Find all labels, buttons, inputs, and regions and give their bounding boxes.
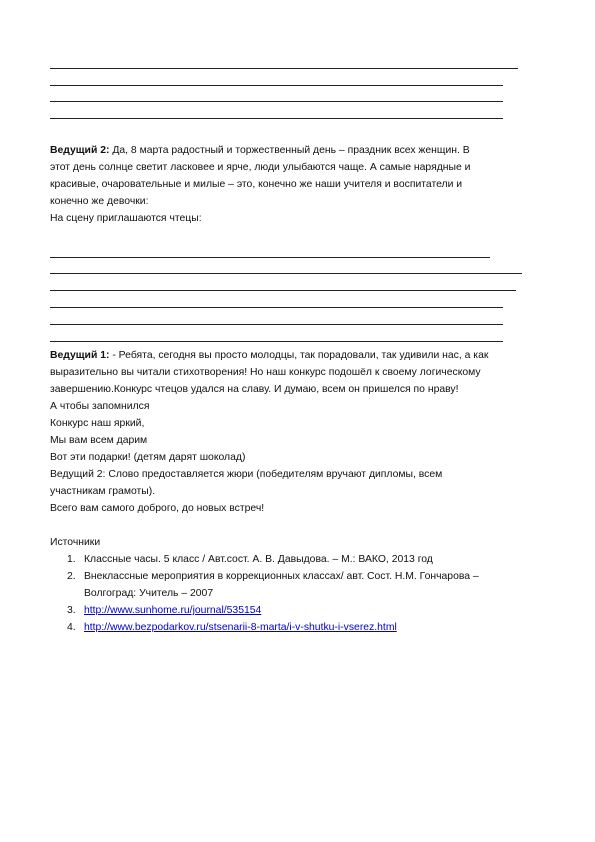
blank-line [50,307,503,308]
paragraph-line: Ведущий 2: Слово предоставляется жюри (победителям вручают дипломы, всем [50,469,443,480]
sources-section [50,534,570,636]
speaker-label: Ведущий 1: [50,350,110,361]
poem-line: Конкурс наш яркий, [50,418,145,429]
blank-line [50,290,516,291]
paragraph-line: этот день солнце светит ласковее и ярче, люди улыбаются чаще. А самые нарядные и [50,162,471,173]
source-item [50,619,570,636]
paragraph-line: Всего вам самого доброго, до новых встреч! [50,503,265,514]
list-number: 1. [67,554,76,565]
blank-line [50,257,490,258]
paragraph-line: На сцену приглашаются чтецы: [50,213,202,224]
paragraph-line: завершению.Конкурс чтецов удался на славу. И думаю, всем он пришелся по нраву! [50,384,459,395]
paragraph-line: участникам грамоты). [50,486,156,497]
paragraph-line: красивые, очаровательные и милые – это, конечно же наши учителя и воспитатели и [50,179,463,190]
list-number: 2. [67,571,76,582]
blank-line [50,118,503,119]
source-link[interactable]: http://www.bezpodarkov.ru/stsenarii-8-marta/i-v-shutku-i-vserez.html [84,622,397,633]
source-text: Волгоград: Учитель – 2007 [84,588,214,599]
paragraph-line: Ведущий 2: Да, 8 марта радостный и торжественный день – праздник всех женщин. В [50,145,470,156]
list-number: 3. [67,605,76,616]
speaker-label: Ведущий 2: [50,145,110,156]
paragraph-line: выразительно вы читали стихотворения! Но наш конкурс подошёл к своему логическому [50,367,481,378]
poem-line: А чтобы запомнился [50,401,150,412]
blank-line [50,85,503,86]
source-text: Классные часы. 5 класс / Авт.сост. А. В. Давыдова. – М.: ВАКО, 2013 год [84,554,433,565]
paragraph-line: Ведущий 1: - Ребята, сегодня вы просто молодцы, так порадовали, так удивили нас, а как [50,350,489,361]
sources-heading: Источники [50,537,101,548]
paragraph-line: конечно же девочки: [50,196,149,207]
source-item [50,568,570,602]
blank-line [50,341,503,342]
blank-line [50,324,503,325]
poem-line: Вот эти подарки! (детям дарят шоколад) [50,452,246,463]
source-link[interactable]: http://www.sunhome.ru/journal/535154 [84,605,262,616]
blank-line [50,273,522,274]
host1-paragraph [50,347,570,517]
source-text: Внеклассные мероприятия в коррекционных классах/ авт. Сост. Н.М. Гончарова – [84,571,479,582]
poem-line: Мы вам всем дарим [50,435,148,446]
host2-paragraph [50,142,570,227]
blank-line [50,68,518,69]
list-number: 4. [67,622,76,633]
blank-line [50,101,503,102]
source-item [50,551,570,568]
source-item [50,602,570,619]
